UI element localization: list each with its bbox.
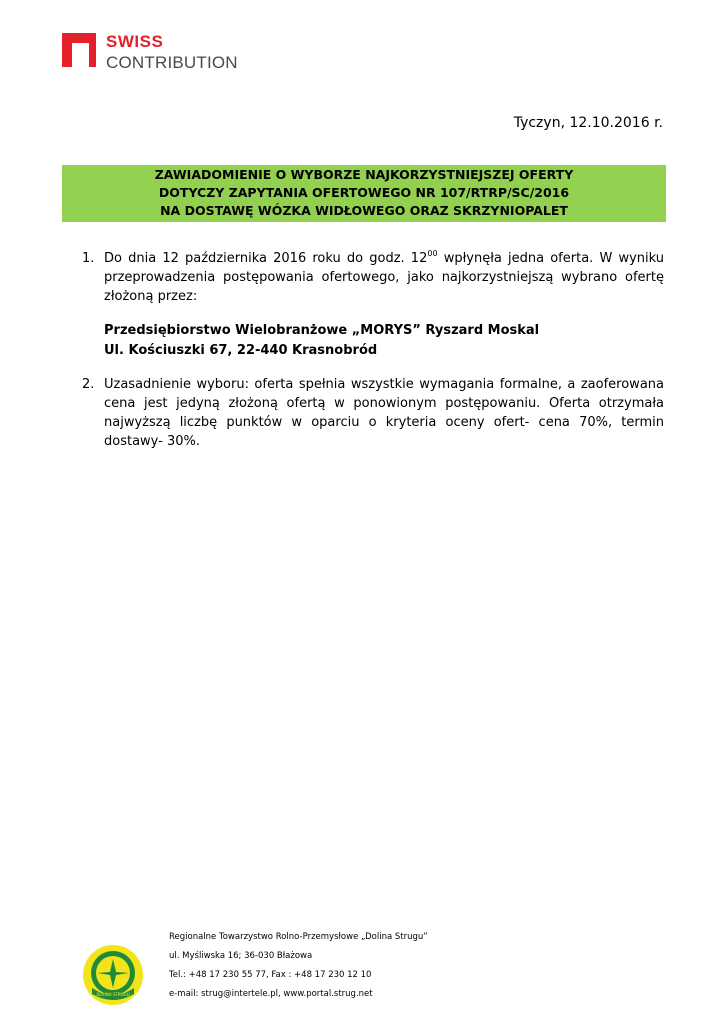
- company-address: Ul. Kościuszki 67, 22-440 Krasnobród: [104, 343, 378, 358]
- title-line-2: DOTYCZY ZAPYTANIA OFERTOWEGO NR 107/RTRP/SC/2016: [158, 185, 570, 200]
- time-superscript: 00: [427, 248, 438, 258]
- selected-company: [104, 321, 539, 361]
- list-item-text: Do dnia 12 października 2016 roku do godz. $12^{00}$ wpłynęła jedna oferta. W wyniku przeprowadzenia postępowania ofertowego, jako najkorzystniejszą wybrano ofertę złożoną przez:: [104, 248, 664, 304]
- list-item: [82, 375, 664, 451]
- list-item: [82, 249, 664, 306]
- title-banner: [62, 165, 666, 222]
- list-item-number: 1.: [82, 251, 95, 266]
- logo-text-swiss: SWISS: [106, 32, 164, 51]
- logo-text-contribution: CONTRIBUTION: [106, 53, 238, 72]
- footer-phone: Tel.: +48 17 230 55 77, Fax : +48 17 230 12 10: [169, 970, 372, 980]
- dolina-strugu-logo: [82, 944, 144, 1006]
- title-line-1: ZAWIADOMIENIE O WYBORZE NAJKORZYSTNIEJSZEJ OFERTY: [154, 167, 574, 182]
- title-line-3: NA DOSTAWĘ WÓZKA WIDŁOWEGO ORAZ SKRZYNIOPALET: [160, 203, 568, 218]
- list-item-text: Uzasadnienie wyboru: oferta spełnia wszystkie wymagania formalne, a zaoferowana cena jest jedyną złożoną ofertą w ponowionym postępowaniu. Oferta otrzymała najwyższą liczbę punktów w oparciu o kryteria oceny ofert- cena 70%, termin dostawy- 30%.: [104, 377, 664, 449]
- footer-org: Regionalne Towarzystwo Rolno-Przemysłowe „Dolina Strugu”: [169, 932, 428, 942]
- list-item-number: 2.: [82, 377, 95, 392]
- footer-address: ul. Myśliwska 16; 36-030 Błażowa: [169, 951, 313, 961]
- footer-email-web: e-mail: strug@intertele.pl, www.portal.strug.net: [169, 989, 373, 999]
- document-date: Tyczyn, 12.10.2016 r.: [513, 115, 663, 131]
- svg-text:DOLINA STRUGU: DOLINA STRUGU: [96, 992, 130, 997]
- swiss-cross-icon: [62, 33, 96, 67]
- footer-contact: [169, 928, 428, 1004]
- company-name: Przedsiębiorstwo Wielobranżowe „MORYS” Ryszard Moskal: [104, 323, 540, 338]
